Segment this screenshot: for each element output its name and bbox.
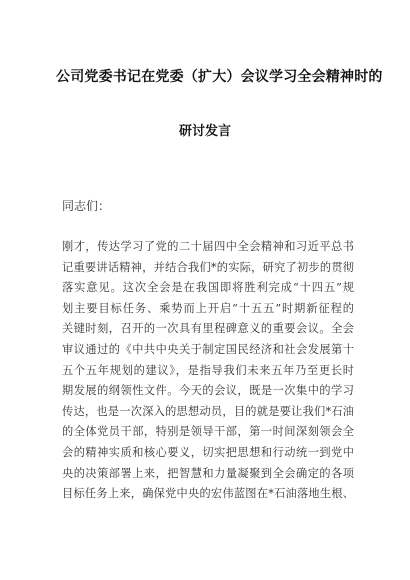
paragraph-line: 关键时刻，召开的一次具有里程碑意义的重要会议。全会 <box>62 322 354 336</box>
paragraph-line: 会的精神实质和核心要义，切实把思想和行动统一到党中 <box>62 445 354 459</box>
paragraph-line: 刚才，传达学习了党的二十届四中全会精神和习近平总书 <box>62 240 354 253</box>
paragraph-line: 传达，也是一次深入的思想动员，目的就是要让我们*石油 <box>62 404 354 418</box>
paragraph-line: 五个五年规划的建议》，是指导我们未来五年乃至更长时 <box>62 363 354 377</box>
body-paragraph <box>62 237 354 505</box>
salutation: 同志们： <box>62 199 111 213</box>
paragraph-line: 的全体党员干部，特别是领导干部，第一时间深刻领会全 <box>62 425 354 439</box>
paragraph-line: 审议通过的《中共中央关于制定国民经济和社会发展第十 <box>62 342 354 356</box>
paragraph-line: 目标任务上来，确保党中央的宏伟蓝图在*石油落地生根、 <box>62 487 354 501</box>
paragraph-line: 央的决策部署上来，把智慧和力量凝聚到全会确定的各项 <box>62 466 354 480</box>
document-title-line-2: 研讨发言 <box>178 124 231 139</box>
paragraph-line: 期发展的纲领性文件。今天的会议，既是一次集中的学习 <box>62 384 354 398</box>
paragraph-line: 记重要讲话精神，并结合我们*的实际，研究了初步的贯彻 <box>62 260 354 274</box>
paragraph-line: 落实意见。这次全会是在我国即将胜利完成“十四五”规 <box>62 281 354 295</box>
paragraph-line: 划主要目标任务、乘势而上开启“十五五”时期新征程的 <box>62 301 354 315</box>
document-title-line-1: 公司党委书记在党委（扩大）会议学习全会精神时的 <box>56 69 383 85</box>
